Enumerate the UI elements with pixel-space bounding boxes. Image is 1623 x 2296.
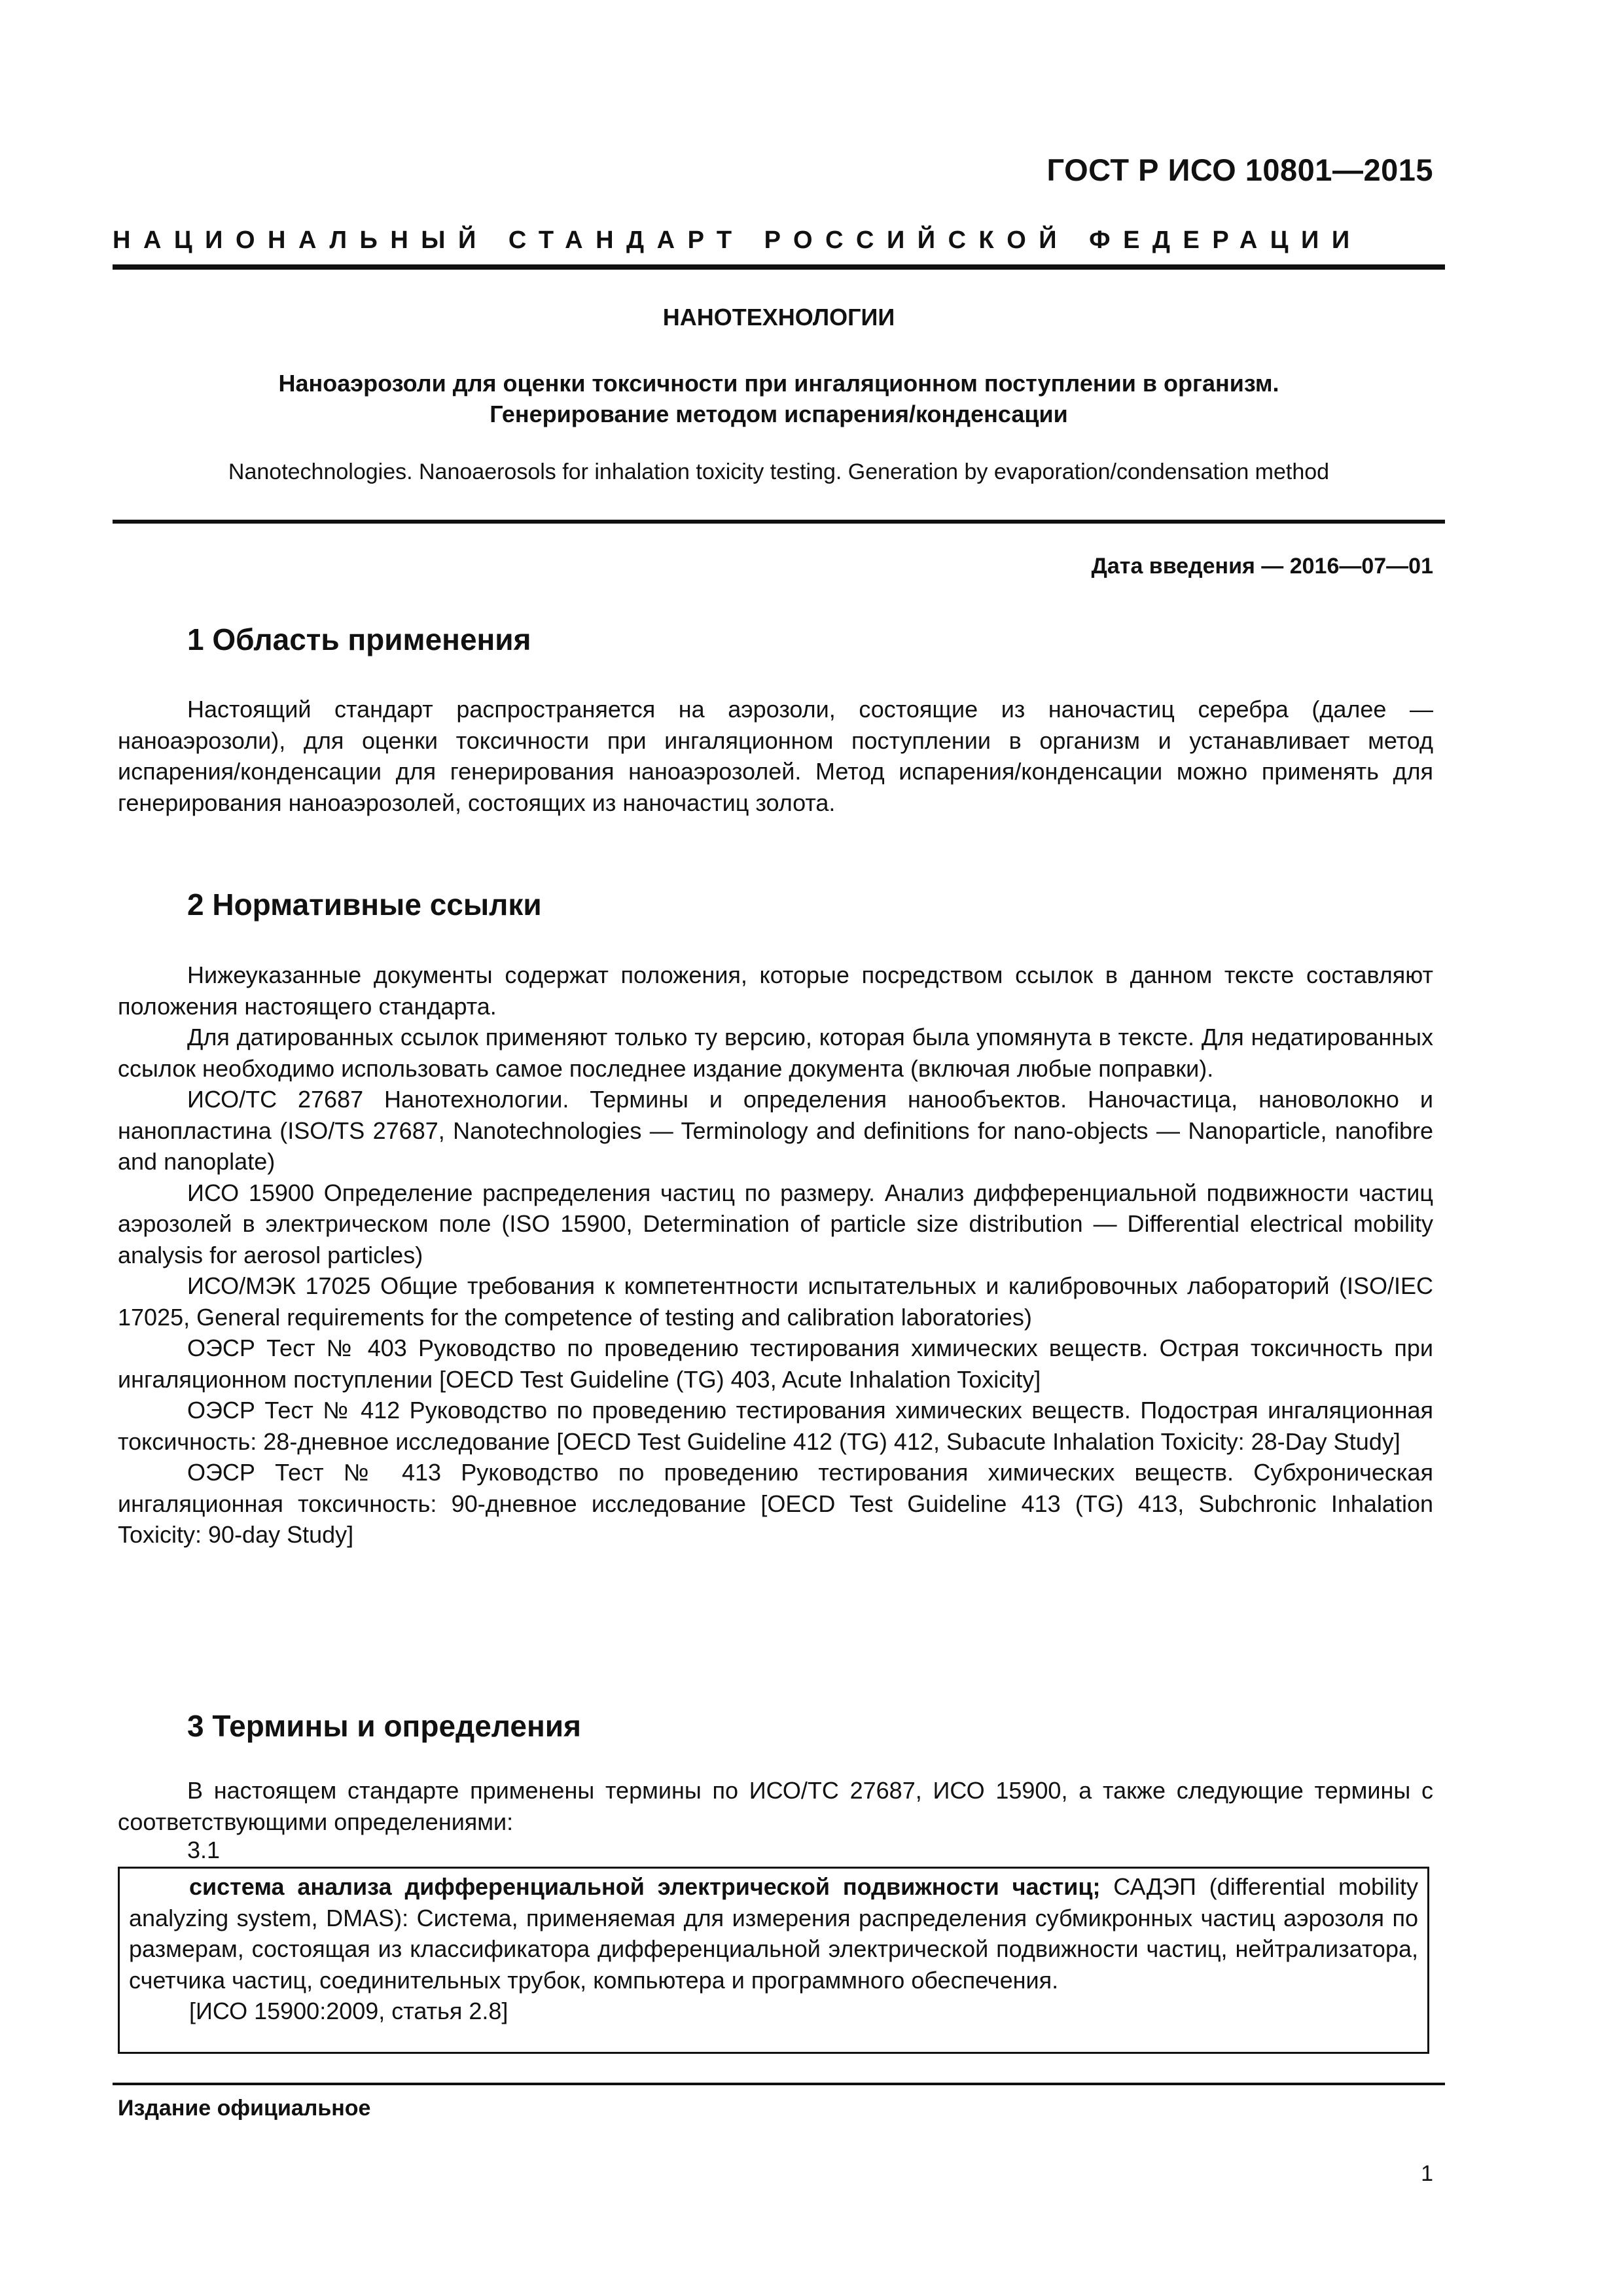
paragraph: ИСО/ТС 27687 Нанотехнологии. Термины и определения нанообъектов. Наночастица, нановолокно и нанопластина (ISO/TS 27687, Nanotechnologies — Terminology and definitions for nano-objects — Nanoparticle, nanofibre and nanoplate) bbox=[118, 1086, 1433, 1175]
paragraph: ОЭСР Тест № 412 Руководство по проведению тестирования химических веществ. Подострая ингаляционная токсичность: 28-дневное исследование [OECD Test Guideline 412 (TG) 412, Subacute Inhalation Toxicity: 28-Day Study] bbox=[118, 1397, 1433, 1455]
national-standard-banner: НАЦИОНАЛЬНЫЙ СТАНДАРТ РОССИЙСКОЙ ФЕДЕРАЦИИ bbox=[113, 226, 1363, 254]
term-number: 3.1 bbox=[187, 1837, 221, 1863]
edition-label: Издание официальное bbox=[118, 2096, 371, 2121]
paragraph: ОЭСР Тест № 403 Руководство по проведению тестирования химических веществ. Острая токсичность при ингаляционном поступлении [OECD Test Guideline (TG) 403, Acute Inhalation Toxicity] bbox=[118, 1335, 1433, 1393]
term-entry bbox=[129, 1871, 1418, 1996]
section-1-title: 1 Область применения bbox=[187, 622, 531, 656]
page-number: 1 bbox=[1421, 2161, 1433, 2186]
document-subtitle bbox=[113, 368, 1445, 429]
section-3-body bbox=[118, 1775, 1433, 1837]
paragraph: Нижеуказанные документы содержат положения, которые посредством ссылок в данном тексте составляют положения настоящего стандарта. bbox=[118, 961, 1433, 1020]
title-rule bbox=[113, 520, 1445, 524]
english-title: Nanotechnologies. Nanoaerosols for inhalation toxicity testing. Generation by evaporation/condensation method bbox=[228, 459, 1330, 484]
paragraph: Настоящий стандарт распространяется на аэрозоли, состоящие из наночастиц серебра (далее — наноаэрозоли), для оценки токсичности при ингаляционном поступлении в организм и устанавливает метод испарения/конденсации для генерирования наноаэрозолей. Метод испарения/конденсации можно применять для генерирования наноаэрозолей, состоящих из наночастиц золота. bbox=[118, 696, 1433, 816]
term-definition: САДЭП (differential mobility analyzing system, DMAS): Система, применяемая для измерения распределения субмикронных частиц аэрозоля по размерам, состоящая из классификатора дифференциальной электрической подвижности частиц, нейтрализатора, счетчика частиц, соединительных трубок, компьютера и программного обеспечения. bbox=[129, 1873, 1418, 1994]
subtitle-line-2: Генерирование методом испарения/конденсации bbox=[490, 401, 1068, 427]
paragraph: ИСО 15900 Определение распределения частиц по размеру. Анализ дифференциальной подвижности частиц аэрозолей в электрическом поле (ISO 15900, Determination of particle size distribution — Differential electrical mobility analysis for aerosol particles) bbox=[118, 1179, 1433, 1268]
term-definition-box bbox=[118, 1867, 1429, 2054]
paragraph: Для датированных ссылок применяют только ту версию, которая была упомянута в тексте. Для недатированных ссылок необходимо использовать самое последнее издание документа (включая любые поправки). bbox=[118, 1024, 1433, 1082]
section-2-body bbox=[118, 960, 1433, 1551]
section-3-title: 3 Термины и определения bbox=[187, 1709, 581, 1743]
paragraph: ОЭСР Тест № 413 Руководство по проведению тестирования химических веществ. Субхроническая ингаляционная токсичность: 90-дневное исследование [OECD Test Guideline 413 (TG) 413, Subchronic Inhalation Toxicity: 90-day Study] bbox=[118, 1459, 1433, 1548]
footer-rule bbox=[113, 2083, 1445, 2085]
paragraph: В настоящем стандарте применены термины по ИСО/ТС 27687, ИСО 15900, а также следующие термины с соответствующими определениями: bbox=[118, 1777, 1433, 1835]
introduction-date: Дата введения — 2016—07—01 bbox=[1091, 554, 1433, 579]
term-name: система анализа дифференциальной электрической подвижности частиц; bbox=[189, 1873, 1101, 1900]
header-rule bbox=[113, 264, 1445, 270]
term-source: [ИСО 15900:2009, статья 2.8] bbox=[189, 1998, 508, 2024]
document-title: НАНОТЕХНОЛОГИИ bbox=[662, 304, 895, 331]
paragraph: ИСО/МЭК 17025 Общие требования к компетентности испытательных и калибровочных лабораторий (ISO/IEC 17025, General requirements for the competence of testing and calibration laboratories) bbox=[118, 1272, 1433, 1331]
section-2-title: 2 Нормативные ссылки bbox=[187, 888, 542, 922]
section-1-body bbox=[118, 694, 1433, 818]
subtitle-line-1: Наноаэрозоли для оценки токсичности при ингаляционном поступлении в организм. bbox=[278, 370, 1279, 397]
document-code: ГОСТ Р ИСО 10801—2015 bbox=[1046, 152, 1433, 187]
